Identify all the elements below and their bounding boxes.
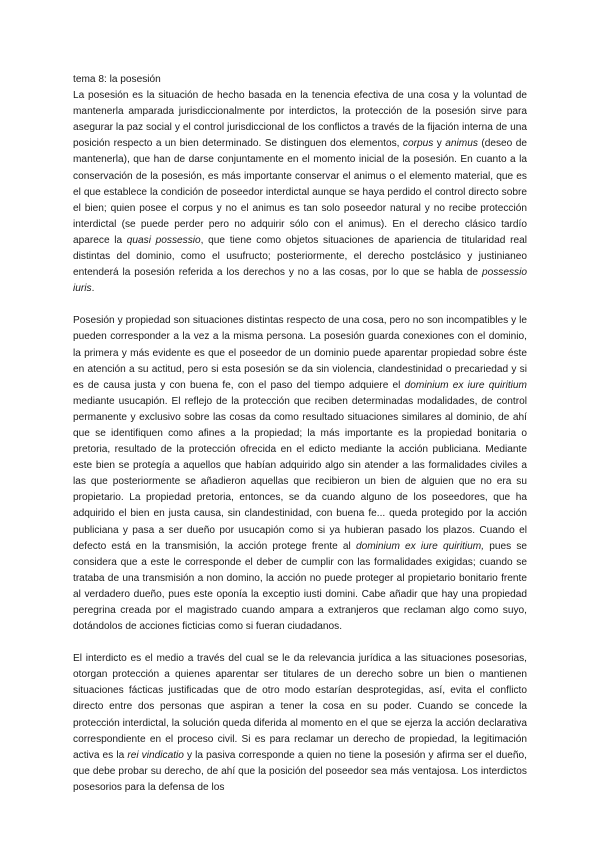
latin-term: rei vindicatio [127, 749, 184, 761]
paragraph-text: pues se considera que a este le corresponde el deber de cumplir con las formalidades exigidas; cuando se trataba de una transmisión a non domino, la acción no puede proteger al propietario bonitario frente al verdadero dueño, pues este oponía la exceptio iusti domini. Cabe añadir que hay una propiedad peregrina creada por el magistrado cuando ampara a extranjeros que reclaman algo como suyo, dotándolos de acciones ficticias como si fueran ciudadanos. [73, 540, 528, 633]
paragraph-text: (deseo de mantenerla), que han de darse conjuntamente en el momento inicial de la posesión. En cuanto a la conservación de la posesión, es más importante conservar el animus o el elemento material, que es el que establece la condición de poseedor interdictal aunque se haya perdido el control directo sobre el bien; quien posee el corpus y no el animus es tan solo poseedor natural y no recibe protección interdictal (se puede perder pero no adquirir sólo con el animus). En el derecho clásico tardío aparece la [73, 138, 527, 246]
paragraph-text: y la pasiva corresponde a quien no tiene la posesión y afirma ser el dueño, que debe probar su derecho, de ahí que la posición del poseedor sea más ventajosa. Los interdictos posesorios para la defensa de los [73, 749, 527, 793]
paragraph-posesion-definicion [73, 88, 527, 297]
latin-term: dominium ex iure quiritium [404, 379, 527, 391]
latin-term: corpus [402, 138, 434, 150]
document-heading: tema 8: la posesión [73, 74, 161, 85]
paragraph-interdicto [73, 651, 527, 796]
paragraph-text: , que tiene como objetos situaciones de apariencia de titularidad real distintas del dominio, como el usufructo; posteriormente, el derecho postclásico y justinianeo entenderá la posesión referida a los derechos y no a las cosas, por lo que se habla de [73, 234, 527, 279]
paragraph-text: . [91, 283, 95, 295]
latin-term: dominium ex iure quiritium, [355, 540, 485, 552]
paragraph-text: La posesión es la situación de hecho basada en la tenencia efectiva de una cosa y la voluntad de mantenerla amparada jurisdiccionalmente por interdictos, la protección de la posesión sirve para asegurar la paz social y el control jurisdiccional de los conflictos a través de la fijación interna de una posición respecto a un bien determinado. Se distinguen dos elementos, [73, 90, 527, 150]
latin-term: possessio iuris [73, 267, 527, 295]
latin-term: quasi possessio [126, 234, 201, 246]
paragraph-text: mediante usucapión. El reflejo de la protección que reciben determinadas modalidades, de control permanente y exclusivo sobre las cosas da como resultado situaciones similares al dominio, de ahí que se identifiquen como afines a la propiedad; la más importante es la propiedad bonitaria o pretoria, resultado de la protección ofrecida en el edicto mediante la acción publiciana. Mediante este bien se protegía a aquellos que habían adquirido algo sin atender a las formalidades civiles a las que posteriormente se añadieron aquellas que recibieron un bien de alguien que no era su propietario. La propiedad pretoria, entonces, se da cuando alguno de los poseedores, que ha adquirido el bien en justa causa, sin clandestinidad, con buena fe... queda protegido por la acción publiciana y pasa a ser dueño por usucapión como si ya hubieran pasado los plazos. Cuando el defecto está en la transmisión, la acción protege frente al [73, 395, 527, 552]
latin-term: animus [445, 138, 478, 150]
paragraph-text: El interdicto es el medio a través del cual se le da relevancia jurídica a las situaciones posesorias, otorgan protección a quienes aparentar ser titulares de un derecho sobre un bien o mantienen situaciones fácticas justificadas que de otro modo estarían desprotegidas, así, evita el conflicto directo entre dos personas que aspiran a tener la cosa en su poder. Cuando se concede la protección interdictal, la solución queda diferida al momento en el que se ejerza la acción declarativa correspondiente en el proceso civil. Si es para reclamar un derecho de propiedad, la legitimación activa es la [73, 653, 527, 761]
document-body [73, 72, 527, 796]
paragraph-posesion-y-propiedad [73, 313, 527, 635]
paragraph-text: Posesión y propiedad son situaciones distintas respecto de una cosa, pero no son incompatibles y le pueden corresponder a la vez a la misma persona. La posesión guarda conexiones con el dominio, la primera y más evidente es que el poseedor de un dominio puede aparentar propiedad sobre éste en atención a su actitud, pero si esta posesión se da sin violencia, clandestinidad o precariedad y si es de causa justa y con buena fe, con el paso del tiempo adquiere el [73, 315, 527, 391]
paragraph-text: y [433, 138, 446, 150]
